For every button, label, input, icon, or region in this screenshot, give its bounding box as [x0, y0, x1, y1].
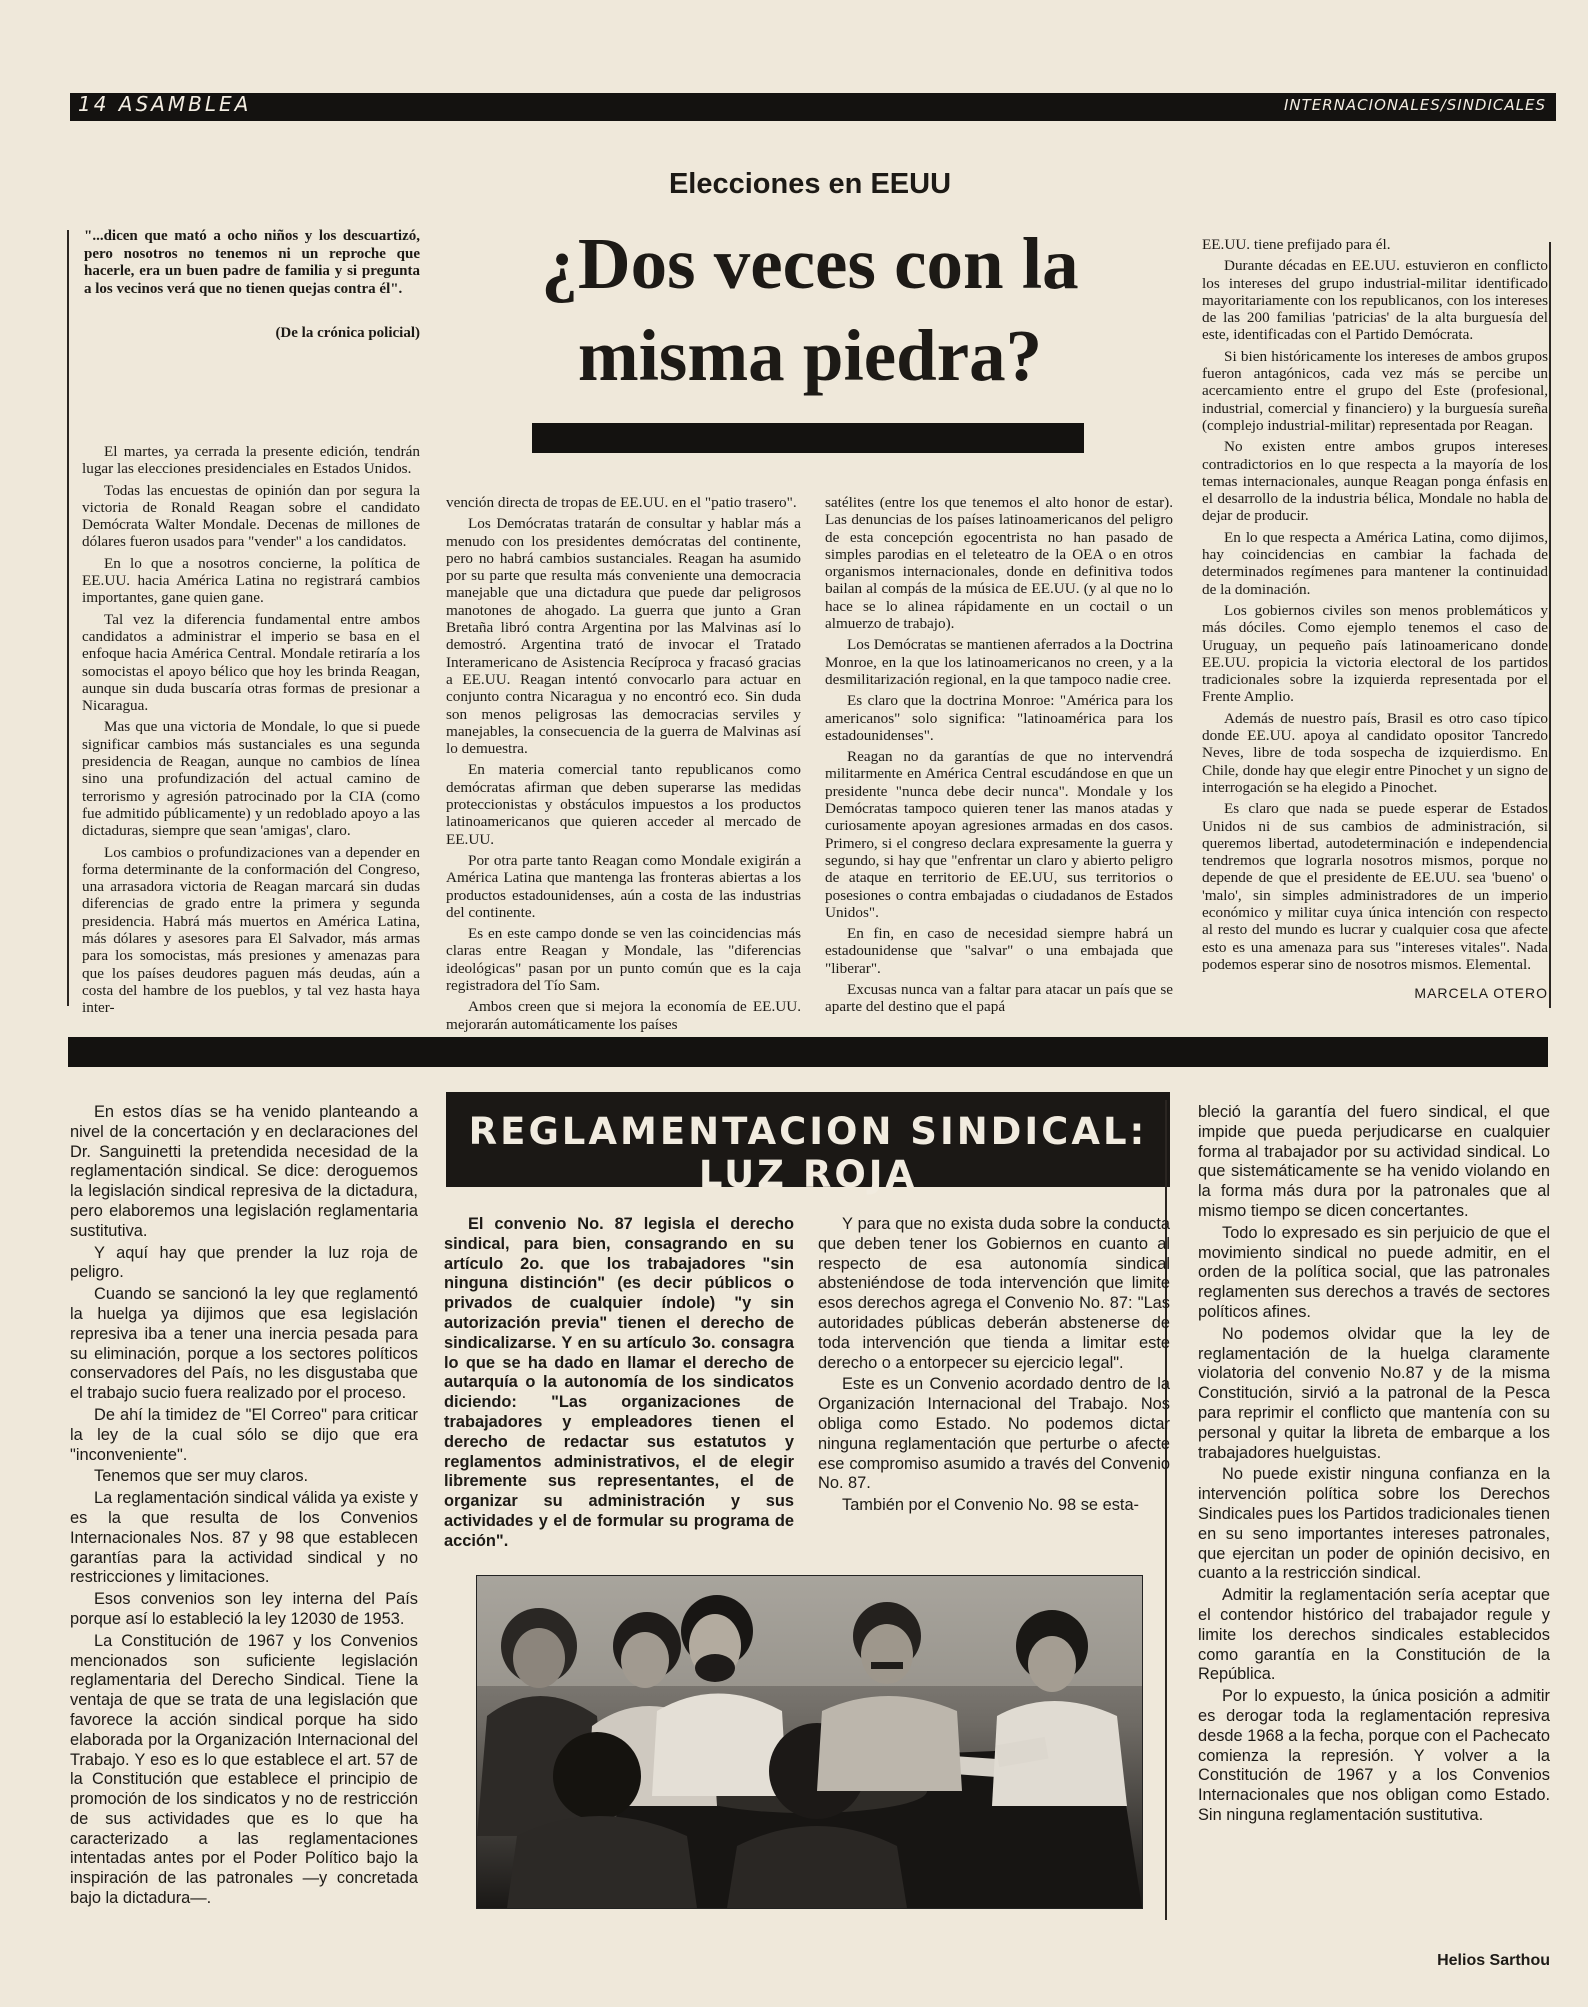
paragraph: En materia comercial tanto republicanos como demócratas afirman que deben superarse las medidas proteccionistas y obstáculos impuestos a los productos latinoamericanos que quieren acceder al mercado de EE.UU. [446, 761, 801, 848]
paragraph: Por otra parte tanto Reagan como Mondale exigirán a América Latina que mantenga las fronteras abiertas a los productos estadounidenses, aún a costa de las industrias del continente. [446, 851, 801, 921]
headline-line-1: ¿Dos veces con la [541, 223, 1079, 304]
paragraph: Mas que una victoria de Mondale, lo que si puede significar cambios más sustanciales es una segunda presidencia de Reagan, aunque no cambios de línea sino una profundización del actual camino de terrorismo y agresión patrocinado por la CIA (como fue admitido públicamente) y un redoblado apoyo a las dictaduras, siempre que sean 'amigas', claro. [82, 718, 420, 840]
section-label: INTERNACIONALES/SINDICALES [1283, 96, 1546, 114]
paragraph: No existen entre ambos grupos intereses contradictorios en lo que respecta a la mayoría de los temas internacionales, aunque Reagan ponga énfasis en el desarrollo de la industria bélica, Mondale no habla de dejar de producir. [1202, 438, 1548, 525]
paragraph: En estos días se ha venido planteando a nivel de la concertación y en declaraciones del Dr. Sanguinetti la pretendida necesidad de la reglamentación sindical. Se dice: deroguemos la legislación sindical represiva de la dictadura, pero elaboremos una legislación reglamentaria sustitutiva. [70, 1103, 418, 1240]
column-rule-left [67, 230, 69, 1006]
epigraph: "...dicen que mató a ocho niños y los descuartizó, pero nosotros no tenemos ni un reproche que hacerle, era un buen padre de familia y si pregunta a los vecinos verá que no tienen quejas contra él". [84, 228, 420, 297]
paragraph: En lo que respecta a América Latina, como dijimos, hay coincidencias en cambiar la fachada de determinados regímenes para mantener la continuidad de la dominación. [1202, 528, 1548, 598]
paragraph: El martes, ya cerrada la presente edición, tendrán lugar las elecciones presidenciales en Estados Unidos. [82, 443, 420, 478]
paragraph: No podemos olvidar que la ley de reglamentación de la huelga claramente violatoria del convenio No.87 y de la misma Constitución, sirvió a la patronal de la Pesca para reprimir el conflicto que mantenía con su personal y quitar la libreta de embarque a los trabajadores huelguistas. [1198, 1324, 1550, 1462]
article-headline [430, 218, 1190, 402]
meeting-photo [476, 1575, 1143, 1909]
paragraph: Admitir la reglamentación sería aceptar que el contendor histórico del trabajador regule y limite los derechos sindicales establecidos como garantía en la Constitución de la República. [1198, 1586, 1550, 1684]
paragraph: Además de nuestro país, Brasil es otro caso típico donde EE.UU. apoya al candidato opositor Tancredo Neves, libre de toda sospecha de izquierdismo. En Chile, donde hay que elegir entre Pinochet y un signo de interrogación se ha elegido a Pinochet. [1202, 709, 1548, 796]
article2-column-3 [818, 1215, 1170, 1555]
article1-byline: MARCELA OTERO [1414, 985, 1548, 1001]
paragraph: Esos convenios son ley interna del País porque así lo estableció la ley 12030 de 1953. [70, 1590, 418, 1628]
article-kicker: Elecciones en EEUU [668, 168, 952, 200]
paragraph: Todas las encuestas de opinión dan por segura la victoria de Ronald Reagan sobre el candidato Demócrata Walter Mondale. Decenas de millones de dólares fueron usados para "vender" a los candidatos. [82, 481, 420, 551]
epigraph-source: (De la crónica policial) [275, 325, 420, 341]
paragraph: Los Demócratas tratarán de consultar y hablar más a menudo con los presidentes demócratas del continente, pero no habrá cambios sustanciales. Reagan ha asumido por su parte que resulta más conveniente una democracia manejable que una dictadura que puede dar peligrosos manotones de ahogado. La guerra que junto a Gran Bretaña libró contra Argentina por las Malvinas así lo demostró. Argentina trató de invocar el Tratado Interamericano de Asistencia Recíproca y fracasó gracias a EE.UU. Reagan intentó convocarlo para actuar en conjunto contra Nicaragua y no encontró eco. Sin duda son menos peligrosas las democracias serviles y manejables, la consecuencia de la guerra de Malvinas así lo demuestra. [446, 515, 801, 758]
paragraph: Los gobiernos civiles son menos problemáticos y más dóciles. Como ejemplo tenemos el caso de Uruguay, un pequeño país latinoamericano donde EE.UU. propicia la victoria electoral de los partidos tradicionales sobre la izquierda representada por el Frente Amplio. [1202, 601, 1548, 706]
paragraph: Tal vez la diferencia fundamental entre ambos candidatos a administrar el imperio se basa en el enfoque hacia América Central. Mondale retiraría a los somocistas el apoyo bélico que hoy les brinda Reagan, aunque sin duda buscaría otras formas de presionar a Nicaragua. [82, 610, 420, 715]
paragraph: Cuando se sancionó la ley que reglamentó la huelga ya dijimos que esa legislación represiva iba a tener una inercia pesada para su eliminación, porque a los sectores políticos conservadores del País, no les disgustaba que el trabajo sucio fuera realizado por el proceso. [70, 1285, 418, 1403]
article2-column-4 [1198, 1103, 1550, 1909]
article2-byline: Helios Sarthou [1437, 1952, 1550, 1969]
paragraph: Y aquí hay que prender la luz roja de peligro. [70, 1243, 418, 1282]
paragraph: Es en este campo donde se ven las coincidencias más claras entre Reagan y Mondale, las "diferencias ideológicas" pasan por un punto común que es la caja registradora del Tío Sam. [446, 925, 801, 995]
article1-column-4 [1202, 236, 1548, 978]
paragraph: Todo lo expresado es sin perjuicio de que el movimiento sindical no puede admitir, en el orden de la política social, que las patronales reglamenten sus derechos a través de sectores políticos afines. [1198, 1223, 1550, 1321]
paragraph: En fin, en caso de necesidad siempre habrá un estadounidense que "salvar" o una embajada que "liberar". [825, 925, 1173, 977]
paragraph: vención directa de tropas de EE.UU. en el "patio trasero". [446, 494, 797, 511]
paragraph: Reagan no da garantías de que no intervendrá militarmente en América Central escudándose en que un presidente "nunca debe decir nunca". Mondale y los Demócratas tampoco quieren tener las manos atadas y curiosamente apoyan agresiones armadas en dos casos. Primero, si el congreso declara expresamente la guerra y segundo, si hay que "enfrentar un claro y abierto peligro de ataque en territorio de EE.UU, sus territorios o posesiones o contra embajadas o ciudadanos de Estados Unidos". [825, 748, 1173, 921]
paragraph: Es claro que la doctrina Monroe: "América para los americanos" solo significa: "latinoamérica para los estadounidenses". [825, 692, 1173, 744]
paragraph: En lo que a nosotros concierne, la política de EE.UU. hacia América Latina no registrará cambios importantes, gane quien gane. [82, 554, 420, 607]
paragraph: Este es un Convenio acordado dentro de la Organización Internacional del Trabajo. Nos obliga como Estado. No podemos dictar ninguna reglamentación que perturbe o afecte ese compromiso asumido a través del Convenio No. 87. [818, 1375, 1170, 1493]
article1-column-1 [82, 443, 420, 1017]
paragraph: La reglamentación sindical válida ya existe y es la que resulta de los Convenios Internacionales Nos. 87 y 98 que establecen garantías para la actividad sindical y no restricciones y limitaciones. [70, 1489, 418, 1587]
paragraph: No puede existir ninguna confianza en la intervención política sobre los Derechos Sindicales pues los Partidos tradicionales tienen en su seno importantes intereses patronales, que ejercitan un poder de opinión decisivo, en cuanto a la restricción sindical. [1198, 1465, 1550, 1583]
paragraph: Si bien históricamente los intereses de ambos grupos fueron antagónicos, cada vez más se percibe un acercamiento entre el grupo del Este (profesional, industrial, comercial y financiero) y la burguesía sureña (complejo industrial-militar) representada por Reagan. [1202, 347, 1548, 434]
column-rule-right [1549, 242, 1551, 1008]
paragraph: Ambos creen que si mejora la economía de EE.UU. mejorarán automáticamente los países [446, 998, 801, 1033]
article1-column-3 [825, 494, 1173, 1016]
meeting-photo-illustration [477, 1576, 1142, 1908]
paragraph: El convenio No. 87 legisla el derecho sindical, para bien, consagrando en su artículo 2o. que los trabajadores "sin ninguna distinción" (es decir públicos o privados de cualquier índole) "y sin autorización previa" tienen el derecho de sindicalizarse. Y en su artículo 3o. consagra lo que se ha dado en llamar el derecho de autarquía o la autonomía de los sindicatos diciendo: "Las organizaciones de trabajadores y empleadores tienen el derecho de redactar sus estatutos y reglamentos administrativos, el de elegir libremente sus representantes, el de organizar su administración y sus actividades y el de formular su programa de acción". [444, 1215, 794, 1550]
paragraph: Los Demócratas se mantienen aferrados a la Doctrina Monroe, en la que los latinoamericanos no creen, y a la desmilitarización regional, en la que tampoco nadie cree. [825, 636, 1173, 688]
paragraph: Excusas nunca van a faltar para atacar un país que se aparte del destino que el papá [825, 981, 1173, 1016]
article2-column-1 [70, 1103, 418, 1949]
headline-rule [532, 423, 1084, 453]
paragraph: bleció la garantía del fuero sindical, el que impide que pueda perjudicarse en cualquier forma al trabajador por su actividad sindical. Lo que sistemáticamente se ha venido violando en la forma más dura por la patronales que al mismo tiempo se dicen concertantes. [1198, 1103, 1550, 1220]
paragraph: Por lo expuesto, la única posición a admitir es derogar toda la reglamentación represiva desde 1968 a la fecha, porque con el Pachecato comienza la represión. Y volver a la Constitución de 1967 y a los Convenios Internacionales que nos obligan como Estado. Sin ninguna reglamentación sustitutiva. [1198, 1687, 1550, 1824]
paragraph: Tenemos que ser muy claros. [94, 1467, 309, 1486]
paragraph: De ahí la timidez de "El Correo" para criticar la ley de la cual sólo se dijo que era "inconveniente". [70, 1405, 418, 1464]
headline-line-2: misma piedra? [577, 315, 1043, 396]
paragraph: Es claro que nada se puede esperar de Estados Unidos ni de sus cambios de administración, si queremos libertad, autodeterminación e independencia tendremos que lograrla nosotros mismos, porque no depende de que el presidente de EE.UU. sea 'bueno' o 'malo', sin simples administradores de un imperio económico y militar cuya única intención con respecto al resto del mundo es lucrar y cualquier cosa que afecte esto es una amenaza para sus "intereses vitales". Nada podemos esperar sino de nosotros mismos. Elemental. [1202, 800, 1548, 973]
paragraph: También por el Convenio No. 98 se esta- [842, 1496, 1140, 1515]
page-folio: 14 ASAMBLEA [78, 92, 252, 116]
paragraph: Y para que no exista duda sobre la conducta que deben tener los Gobiernos en cuanto al respecto de esa autonomía sindical absteniéndose de toda intervención que limite esos derechos agrega el Convenio No. 87: "Las autoridades públicas deberán abstenerse de toda intervención que tienda a limitar este derecho o a entorpecer su ejercicio legal". [818, 1215, 1170, 1372]
article2-column-2 [444, 1215, 794, 1557]
paragraph: EE.UU. tiene prefijado para él. [1202, 236, 1391, 253]
paragraph: Los cambios o profundizaciones van a depender en forma determinante de la conformación del Congreso, una arrasadora victoria de Reagan marcará sin dudas diferencias de grado entre la primera y segunda presidencia. Habrá más muertos en América Latina, más dólares y asesores para El Salvador, más armas para los somocistas, más presiones y amenazas para que los países deudores paguen más deudas, aún a costa del hambre de los pueblos, y tal vez hasta haya inter- [82, 843, 420, 1017]
article1-column-2 [446, 494, 801, 1033]
article2-headline: REGLAMENTACION SINDICAL: LUZ ROJA [468, 1110, 1148, 1196]
paragraph: Durante décadas en EE.UU. estuvieron en conflicto los intereses del grupo industrial-militar identificado mayoritariamente con los republicanos, con los intereses de las 200 familias 'patricias' de la alta burguesía del este, identificadas con el Partido Demócrata. [1202, 257, 1548, 344]
paragraph: La Constitución de 1967 y los Convenios mencionados son suficiente legislación reglamentaria del Derecho Sindical. Tiene la ventaja de que se trata de una legislación que favorece la acción sindical porque ha sido elaborada por la Organización Internacional del Trabajo. Y eso es lo que establece el art. 57 de la Constitución que establece el principio de promoción de los sindicatos y no de restricción de sus actividades que es lo que ha caracterizado a las reglamentaciones intentadas antes por el Poder Político bajo la inspiración de las patronales —y concretada bajo la dictadura—. [70, 1631, 418, 1908]
article-divider [68, 1037, 1548, 1067]
paragraph: satélites (entre los que tenemos el alto honor de estar). Las denuncias de los países latinoamericanos del peligro de esta concepción egocentrista no han pasado de simples parodias en el teleteatro de la OEA o en otros organismos internacionales, donde en definitiva todos bailan al compás de la música de EE.UU. (y al que no lo hace se lo alinea rápidamente en un coctail o un almuerzo de trabajo). [825, 494, 1173, 633]
